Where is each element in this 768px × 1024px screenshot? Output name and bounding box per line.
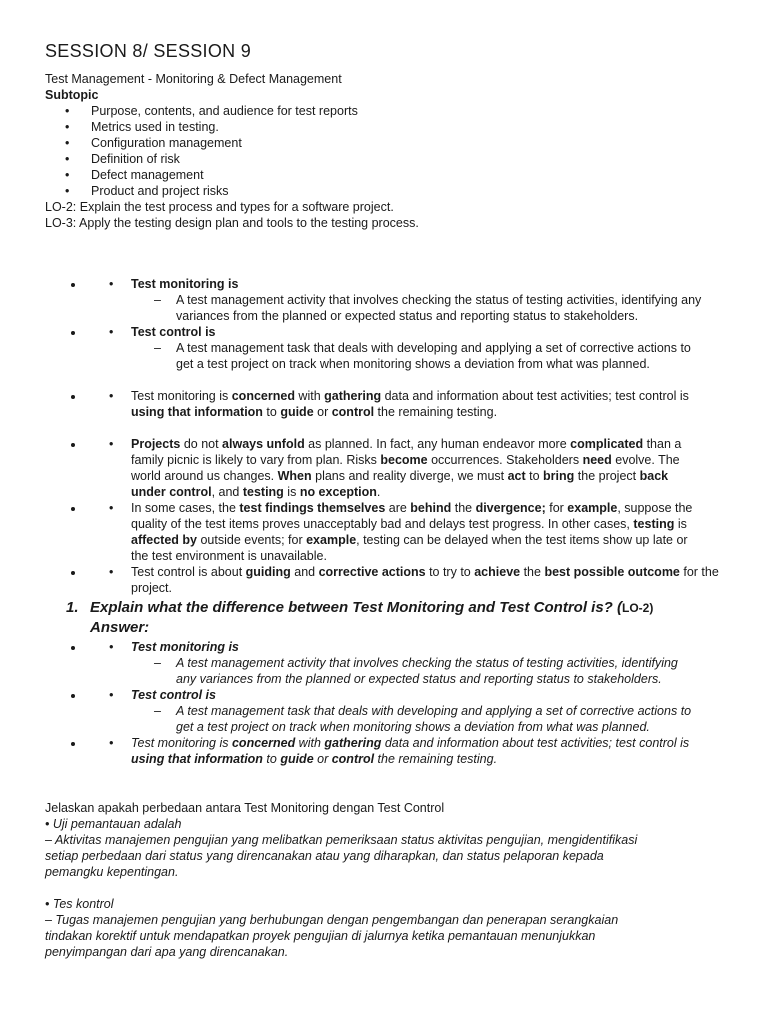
text-line: the test environment is unavailable. (131, 548, 327, 563)
indonesian-section (45, 800, 728, 960)
subtopic-item: • Defect management (45, 167, 728, 183)
answer-test-monitoring (85, 639, 728, 687)
text-line: pemangku kepentingan. (45, 865, 179, 879)
projects-paragraph (85, 436, 728, 500)
page-title: SESSION 8/ SESSION 9 (45, 41, 252, 61)
text-line: any variances from the planned or expected status and reporting status to stakeholders. (176, 672, 662, 686)
definitions-section (45, 263, 728, 384)
text-line: – A test management activity that involves checking the status of testing activities, identifying (176, 656, 678, 670)
text-line: • • In some cases, the test findings themselves are behind the divergence; for example, suppose the (131, 500, 693, 515)
definition-test-control (85, 324, 728, 372)
question-lo: LO-2 (622, 601, 650, 615)
question-1-heading (45, 598, 728, 618)
indonesian-question: Jelaskan apakah perbedaan antara Test Monitoring dengan Test Control (45, 801, 445, 815)
subtopic-list (45, 103, 728, 199)
term-label: Test monitoring is (131, 640, 239, 654)
text-line: under control, and testing is no exception. (131, 484, 381, 499)
subtopic-item: • Definition of risk (45, 151, 728, 167)
subtopic-item: • Purpose, contents, and audience for test reports (45, 103, 728, 119)
term-label: Test control is (131, 324, 216, 339)
text-line: – A test management activity that involves checking the status of testing activities, identifying any (176, 292, 702, 307)
text-line: penyimpangan dari apa yang direncanakan. (45, 945, 289, 959)
text-line: using that information to guide or control the remaining testing. (131, 404, 498, 419)
definition-text (85, 292, 728, 324)
projects-list (45, 436, 728, 596)
header-block (45, 71, 728, 231)
text-line: – A test management task that deals with developing and applying a set of corrective actions to (176, 704, 692, 718)
text-line: variances from the planned or expected status and reporting status to stakeholders. (176, 308, 639, 323)
topic-line: Test Management - Monitoring & Defect Management (45, 72, 342, 86)
answer-summary (85, 735, 728, 767)
text-line: using that information to guide or control the remaining testing. (131, 752, 498, 766)
question-1-section (45, 598, 728, 780)
text-line: world around us changes. When plans and reality diverge, we must act to bring the project back (131, 468, 669, 483)
text-line: • • Test monitoring is concerned with gathering data and information about test activities; test control is (131, 388, 689, 403)
summary-paragraph (85, 388, 728, 420)
subtopic-item: • Product and project risks (45, 183, 728, 199)
text-line: • • Projects do not always unfold as planned. In fact, any human endeavor more complicated than a (131, 436, 682, 451)
definitions-list (45, 276, 728, 372)
text-line: tindakan korektif untuk mendapatkan proyek pengujian di jalurnya ketika pemantauan menunjukkan (45, 929, 596, 943)
summary-list (45, 388, 728, 420)
text-line: – Aktivitas manajemen pengujian yang melibatkan pemeriksaan status aktivitas pengujian, mengidentifikasi (45, 833, 638, 847)
question-text: Explain what the difference between Test Monitoring and Test Control is? ( (90, 599, 622, 616)
text-line: quality of the test items proves unacceptably bad and delays test progress. In other cases, testing is (131, 516, 687, 531)
question-number: 1. (66, 599, 79, 616)
subtopic-item: • Configuration management (45, 135, 728, 151)
definition-text (85, 703, 728, 735)
text-line: get a test project on track when monitoring shows a deviation from what was planned. (176, 356, 650, 371)
text-line: get a test project on track when monitoring shows a deviation from what was planned. (176, 720, 650, 734)
term-label: Test control is (131, 688, 216, 702)
answer-test-control (85, 687, 728, 735)
term-label: Test monitoring is (131, 276, 239, 291)
text-line: • • Test monitoring is concerned with gathering data and information about test activities; test control is (131, 736, 690, 750)
answer-label: Answer: (90, 619, 150, 636)
subtopic-item: • Metrics used in testing. (45, 119, 728, 135)
text-line: • • Test control is about guiding and corrective actions to try to achieve the best possible outcome for the (131, 564, 719, 579)
text-line: setiap perbedaan dari status yang direncanakan atau yang diharapkan, dan status pelaporan kepada (45, 849, 604, 863)
text-line: – A test management task that deals with developing and applying a set of corrective actions to (176, 340, 691, 355)
control-paragraph (85, 564, 728, 596)
text-line: family picnic is likely to vary from plan. Risks become occurrences. Stakeholders need evolve. The (131, 452, 680, 467)
definition-text (85, 340, 728, 372)
definition-test-monitoring (85, 276, 728, 324)
text-line: affected by outside events; for example, testing can be delayed when the test items show up late or (131, 532, 688, 547)
question-close: ) (649, 601, 654, 615)
answer-list (45, 639, 728, 767)
text-line: project. (131, 580, 172, 595)
definition-text (85, 655, 728, 687)
projects-section (45, 423, 728, 608)
text-line: – Tugas manajemen pengujian yang berhubungan dengan pengembangan dan penerapan serangkaian (45, 913, 619, 927)
findings-paragraph (85, 500, 728, 564)
tes-label: • Tes kontrol (45, 897, 114, 911)
uji-label: • Uji pemantauan adalah (45, 817, 182, 831)
learning-outcome-lo2: LO-2: Explain the test process and types for a software project. (45, 200, 394, 214)
subtopic-label: Subtopic (45, 88, 99, 102)
learning-outcome-lo3: LO-3: Apply the testing design plan and tools to the testing process. (45, 216, 419, 230)
